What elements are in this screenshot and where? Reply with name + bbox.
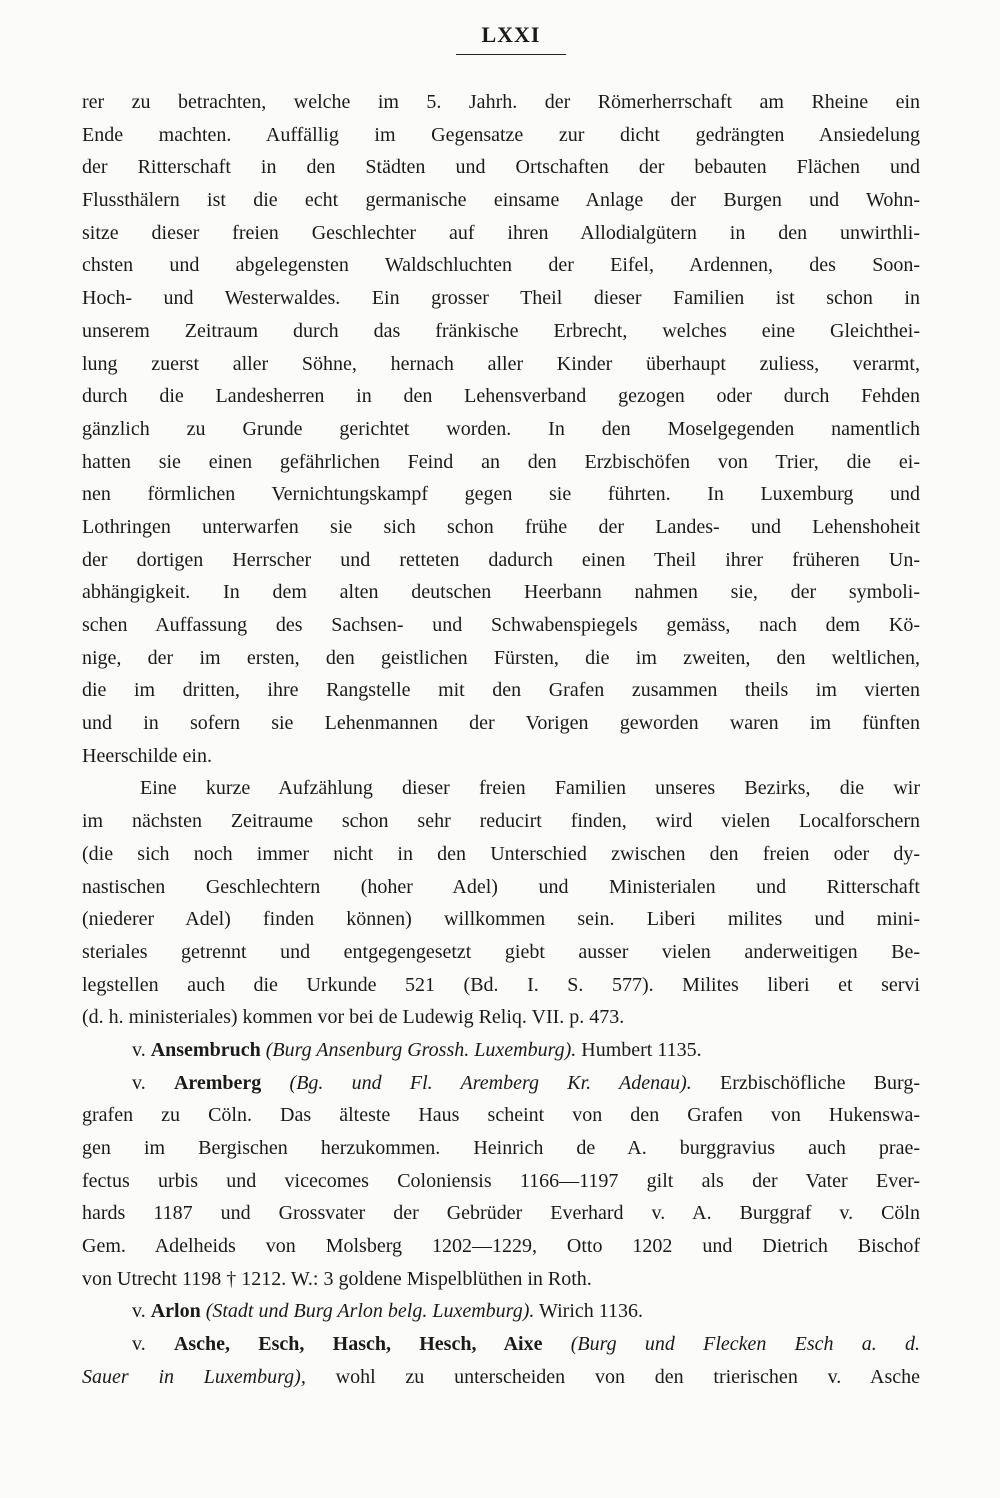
entry-location: (Bg. und Fl. Aremberg Kr. Adenau). — [289, 1071, 692, 1094]
text-line: Hoch- und Westerwaldes. Ein grosser Theil dieser Familien ist schon in — [82, 287, 920, 310]
entry-location: Sauer in Luxemburg), — [82, 1365, 306, 1388]
text-line: lung zuerst aller Söhne, hernach aller Kinder überhaupt zuliess, verarmt, — [82, 352, 920, 375]
entry-prefix: v. — [132, 1300, 151, 1323]
text-line: legstellen auch die Urkunde 521 (Bd. I. S. 577). Milites liberi et servi — [82, 973, 920, 996]
entry-name: Asche, Esch, Hasch, Hesch, Aixe — [173, 1333, 543, 1356]
entry-name: Aremberg — [173, 1071, 262, 1094]
text-line: Flussthälern ist die echt germanische einsame Anlage der Burgen und Wohn- — [82, 189, 920, 212]
text-line: der Ritterschaft in den Städten und Ortschaften der bebauten Flächen und — [82, 156, 920, 179]
text-line: fectus urbis und vicecomes Coloniensis 1166—1197 gilt als der Vater Ever- — [82, 1169, 920, 1192]
entry-text: Wirich 1136. — [534, 1300, 644, 1323]
text-line: sitze dieser freien Geschlechter auf ihren Allodialgütern in den unwirthli- — [82, 221, 920, 244]
text-line: im nächsten Zeitraume schon sehr reducirt finden, wird vielen Localforschern — [82, 810, 920, 833]
text-line: nastischen Geschlechtern (hoher Adel) und Ministerialen und Ritterschaft — [82, 875, 920, 898]
entry-location: (Burg Ansenburg Grossh. Luxemburg). — [265, 1038, 577, 1061]
entry-location: (Stadt und Burg Arlon belg. Luxemburg). — [205, 1300, 535, 1323]
entry-text: wohl zu unterscheiden von den trierischen v. Asche — [305, 1365, 920, 1388]
text-line: rer zu betrachten, welche im 5. Jahrh. der Römerherrschaft am Rheine ein — [82, 91, 920, 113]
text-line: und in sofern sie Lehenmannen der Vorigen geworden waren im fünften — [82, 712, 920, 735]
text-line: steriales getrennt und entgegengesetzt giebt ausser vielen anderweitigen Be- — [82, 940, 920, 963]
text-line: nige, der im ersten, den geistlichen Fürsten, die im zweiten, den weltlichen, — [82, 646, 920, 669]
text-line: der dortigen Herrscher und retteten dadurch einen Theil ihrer früheren Un- — [82, 548, 920, 571]
text-line: (d. h. ministeriales) kommen vor bei de Ludewig Reliq. VII. p. 473. — [82, 1006, 625, 1029]
entry-text: Erzbischöfliche Burg- — [691, 1071, 920, 1094]
body-text — [82, 86, 920, 1394]
text-line: unserem Zeitraum durch das fränkische Erbrecht, welches eine Gleichthei- — [82, 319, 920, 342]
text-line: (niederer Adel) finden können) willkommen sein. Liberi milites und mini- — [82, 908, 920, 931]
text-line: grafen zu Cöln. Das älteste Haus scheint von den Grafen von Hukenswa- — [82, 1104, 920, 1127]
entry-asche — [82, 1328, 920, 1361]
entry-prefix: v. — [132, 1333, 174, 1356]
text-line: Gem. Adelheids von Molsberg 1202—1229, Otto 1202 und Dietrich Bischof — [82, 1235, 920, 1258]
text-line: gänzlich zu Grunde gerichtet worden. In den Moselgegenden namentlich — [82, 417, 920, 440]
entry-prefix: v. — [132, 1071, 174, 1094]
text-line — [82, 1361, 920, 1394]
text-line: Eine kurze Aufzählung dieser freien Familien unseres Bezirks, die wir — [140, 777, 920, 800]
entry-arlon — [82, 1295, 920, 1328]
entry-name: Ansembruch — [150, 1038, 261, 1061]
text-line: durch die Landesherren in den Lehensverband gezogen oder durch Fehden — [82, 385, 920, 408]
entry-prefix: v. — [132, 1038, 151, 1061]
text-line: Lothringen unterwarfen sie sich schon frühe der Landes- und Lehenshoheit — [82, 515, 920, 538]
text-line: von Utrecht 1198 † 1212. W.: 3 goldene Mispelblüthen in Roth. — [82, 1267, 592, 1290]
text-line: nen förmlichen Vernichtungskampf gegen sie führten. In Luxemburg und — [82, 483, 920, 506]
text-line: hatten sie einen gefährlichen Feind an den Erzbischöfen von Trier, die ei- — [82, 450, 920, 473]
text-line: die im dritten, ihre Rangstelle mit den Grafen zusammen theils im vierten — [82, 679, 920, 702]
entry-text: Humbert 1135. — [576, 1038, 702, 1061]
text-line: chsten und abgelegensten Waldschluchten der Eifel, Ardennen, des Soon- — [82, 254, 920, 277]
entry-name: Arlon — [150, 1300, 201, 1323]
text-line: Ende machten. Auffällig im Gegensatze zur dicht gedrängten Ansiedelung — [82, 123, 920, 146]
text-line: Heerschilde ein. — [82, 744, 212, 767]
entry-aremberg — [82, 1067, 920, 1100]
text-line: abhängigkeit. In dem alten deutschen Heerbann nahmen sie, der symboli- — [82, 581, 920, 604]
text-line: gen im Bergischen herzukommen. Heinrich de A. burggravius auch prae- — [82, 1137, 920, 1159]
text-line: schen Auffassung des Sachsen- und Schwabenspiegels gemäss, nach dem Kö- — [82, 614, 920, 636]
page-number: LXXI — [456, 22, 566, 55]
entry-location: (Burg und Flecken Esch a. d. — [570, 1333, 920, 1356]
text-line: (die sich noch immer nicht in den Unterschied zwischen den freien oder dy- — [82, 842, 920, 865]
entry-ansembruch — [82, 1034, 920, 1067]
text-line: hards 1187 und Grossvater der Gebrüder Everhard v. A. Burggraf v. Cöln — [82, 1202, 920, 1225]
